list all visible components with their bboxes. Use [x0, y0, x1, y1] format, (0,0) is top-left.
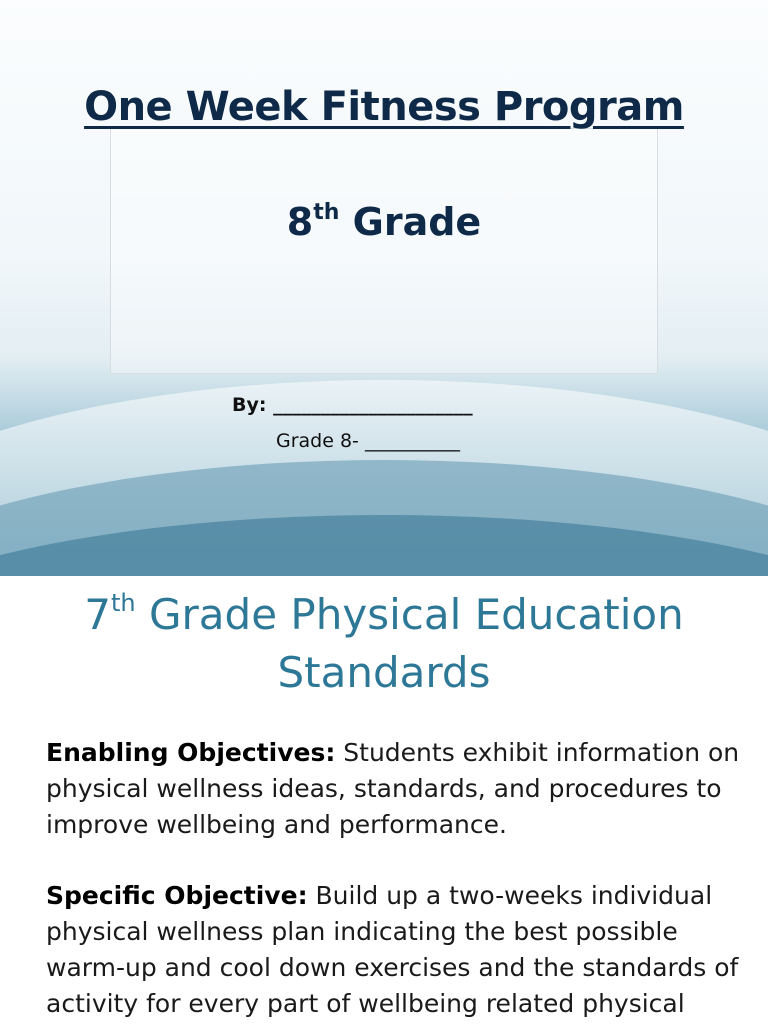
- slide-title-text: One Week Fitness Program: [84, 84, 684, 130]
- specific-objective-paragraph: [46, 878, 746, 1022]
- heading-rest: Grade Physical Education Standards: [135, 590, 684, 697]
- author-line: By: _____________________: [232, 394, 473, 416]
- heading-number: 7: [84, 590, 112, 639]
- standards-heading: [0, 586, 768, 702]
- specific-objective-text: Build up a two-weeks individual physical wellness plan indicating the best possible warm-up and cool down exercises and the standards of activity for every part of wellbeing related physical: [46, 881, 739, 1018]
- grade-word: Grade: [339, 200, 482, 244]
- title-placeholder-box: [110, 128, 658, 374]
- specific-objective-label: Specific Objective:: [46, 881, 308, 910]
- class-line: Grade 8- __________: [276, 430, 460, 452]
- enabling-objectives-label: Enabling Objectives:: [46, 738, 336, 767]
- enabling-objectives-paragraph: [46, 735, 746, 843]
- grade-heading: [0, 200, 768, 244]
- slide-standards: [0, 576, 768, 1024]
- enabling-objectives-text: Students exhibit information on physical wellness ideas, standards, and procedures to improve wellbeing and performance.: [46, 738, 740, 839]
- grade-number: 8: [286, 200, 314, 244]
- heading-suffix: th: [111, 589, 136, 617]
- grade-suffix: th: [313, 200, 340, 225]
